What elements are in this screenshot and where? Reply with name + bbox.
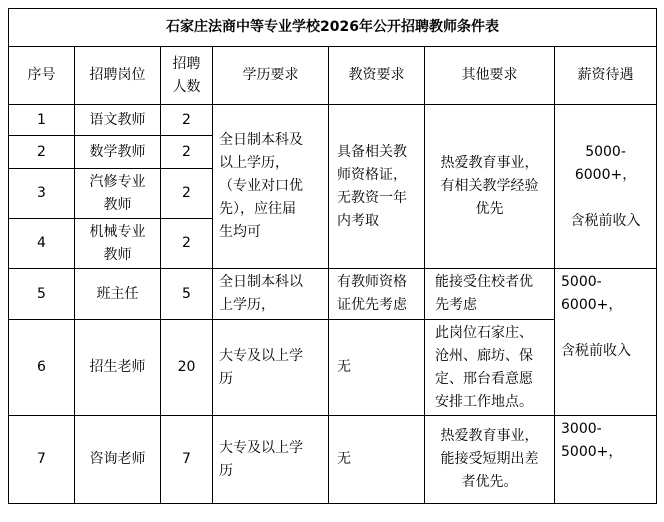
table-row — [9, 105, 657, 136]
row-count: 20 — [161, 320, 213, 416]
header-other: 其他要求 — [425, 47, 555, 105]
row-position: 机械专业 教师 — [75, 219, 161, 269]
header-row — [9, 47, 657, 105]
row-count: 2 — [161, 219, 213, 269]
other-cell: 热爱教育事业， 有相关教学经验 优先 — [425, 105, 555, 269]
header-salary: 薪资待遇 — [555, 47, 657, 105]
other-cell: 热爱教育事业， 能接受短期出差 者优先。 — [425, 416, 555, 504]
qualification-cell: 具备相关教 师资格证， 无教资一年 内考取 — [329, 105, 425, 269]
row-seq: 2 — [9, 136, 75, 169]
row-count: 2 — [161, 105, 213, 136]
header-count: 招聘 人数 — [161, 47, 213, 105]
row-position: 语文教师 — [75, 105, 161, 136]
education-cell: 大专及以上学 历 — [213, 416, 329, 504]
salary-cell: 5000- 6000+， 含税前收入 — [555, 269, 657, 416]
row-seq: 1 — [9, 105, 75, 136]
header-seq: 序号 — [9, 47, 75, 105]
education-cell: 全日制本科以 上学历， — [213, 269, 329, 320]
other-cell: 此岗位石家庄、 沧州、廊坊、保 定、邢台看意愿 安排工作地点。 — [425, 320, 555, 416]
row-position: 班主任 — [75, 269, 161, 320]
row-count: 5 — [161, 269, 213, 320]
header-qualification: 教资要求 — [329, 47, 425, 105]
education-cell: 大专及以上学 历 — [213, 320, 329, 416]
header-education: 学历要求 — [213, 47, 329, 105]
salary-cell: 5000- 6000+， 含税前收入 — [555, 105, 657, 269]
row-position: 招生老师 — [75, 320, 161, 416]
page-title: 石家庄法商中等专业学校2026年公开招聘教师条件表 — [9, 9, 657, 47]
row-position: 数学教师 — [75, 136, 161, 169]
row-position: 咨询老师 — [75, 416, 161, 504]
education-cell: 全日制本科及 以上学历， （专业对口优 先），应往届 生均可 — [213, 105, 329, 269]
row-seq: 5 — [9, 269, 75, 320]
table-row — [9, 269, 657, 320]
recruitment-table — [8, 8, 657, 504]
other-cell: 能接受住校者优 先考虑 — [425, 269, 555, 320]
qualification-cell: 无 — [329, 320, 425, 416]
row-seq: 7 — [9, 416, 75, 504]
row-seq: 6 — [9, 320, 75, 416]
qualification-cell: 无 — [329, 416, 425, 504]
row-seq: 4 — [9, 219, 75, 269]
row-count: 2 — [161, 169, 213, 219]
row-position: 汽修专业 教师 — [75, 169, 161, 219]
table-row — [9, 416, 657, 504]
row-count: 7 — [161, 416, 213, 504]
row-count: 2 — [161, 136, 213, 169]
row-seq: 3 — [9, 169, 75, 219]
salary-cell: 3000- 5000+， — [555, 416, 657, 504]
qualification-cell: 有教师资格 证优先考虑 — [329, 269, 425, 320]
header-position: 招聘岗位 — [75, 47, 161, 105]
